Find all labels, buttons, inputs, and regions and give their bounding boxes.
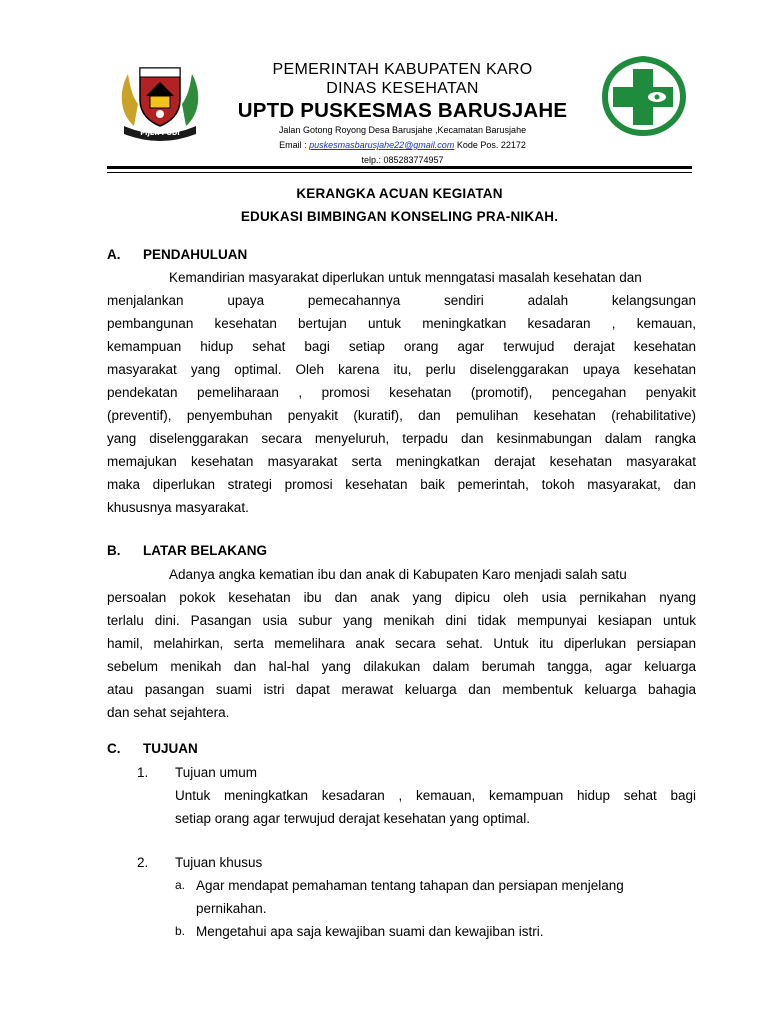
item-number: 1. — [137, 765, 149, 780]
karo-regency-emblem-icon — [116, 56, 204, 142]
section-a-line: kemampuan hidup sehat bagi setiap orang agar terwujud derajat kesehatan — [107, 339, 696, 354]
section-a-line: menjalankan upaya pemecahannya sendiri adalah kelangsungan — [107, 293, 696, 308]
section-a-paragraph — [107, 266, 696, 519]
section-c-heading — [107, 741, 198, 756]
document-title-line1: KERANGKA ACUAN KEGIATAN — [296, 186, 503, 201]
section-a-number: A. — [107, 247, 121, 262]
section-a-line: pembangunan kesehatan bertujan untuk meningkatkan kesadaran , kemauan, — [107, 316, 696, 331]
list-item-tujuan-khusus — [137, 851, 437, 874]
document-title-line2: EDUKASI BIMBINGAN KONSELING PRA-NIKAH. — [240, 209, 559, 224]
section-a-line: maka diperlukan strategi promosi kesehatan baik pemerintah, tokoh masyarakat, dan — [107, 477, 696, 492]
section-b-line: atau pasangan suami istri dapat merawat keluarga dan membentuk keluarga bahagia — [107, 682, 696, 697]
section-a-line: masyarakat yang optimal. Oleh karena itu, perlu diselenggarakan upaya kesehatan — [107, 362, 696, 377]
letterhead-divider-thin — [107, 172, 692, 173]
email-label: Email : — [279, 140, 310, 150]
item-text-line: pernikahan. — [196, 901, 267, 916]
section-b-line: terlalu dini. Pasangan usia subur yang menikah dini tidak mempunyai kesiapan untuk — [107, 613, 696, 628]
section-b-heading — [107, 543, 267, 558]
item-number: 2. — [137, 855, 149, 870]
section-a-line: Kemandirian masyarakat diperlukan untuk menngatasi masalah kesehatan dan — [169, 270, 642, 285]
tujuan-umum-paragraph — [175, 784, 696, 830]
section-c-number: C. — [107, 741, 121, 756]
emblem-motto: PIJER PODI — [140, 129, 180, 137]
section-a-line: (preventif), penyembuhan penyakit (kuratif), dan pemulihan kesehatan (rehabilitative) — [107, 408, 696, 423]
section-b-title: LATAR BELAKANG — [143, 543, 267, 558]
section-c-title: TUJUAN — [143, 741, 198, 756]
list-item-tujuan-umum — [137, 761, 437, 784]
item-label: Tujuan umum — [175, 765, 258, 780]
tujuan-umum-line: setiap orang agar terwujud derajat kesehatan yang optimal. — [175, 811, 530, 826]
tujuan-khusus-item-b — [175, 920, 675, 943]
item-label: Tujuan khusus — [175, 855, 263, 870]
section-b-line: persoalan pokok kesehatan ibu dan anak yang dipicu oleh usia pernikahan nyang — [107, 590, 696, 605]
tujuan-umum-line: Untuk meningkatkan kesadaran , kemauan, kemampuan hidup sehat bagi — [175, 788, 696, 803]
item-text-line: Mengetahui apa saja kewajiban suami dan kewajiban istri. — [196, 924, 544, 939]
puskesmas-logo-icon — [597, 53, 690, 137]
section-a-line: khususnya masyarakat. — [107, 500, 249, 515]
section-a-line: pendekatan pemeliharaan , promosi kesehatan (promotif), pencegahan penyakit — [107, 385, 696, 400]
section-b-line: Adanya angka kematian ibu dan anak di Kabupaten Karo menjadi salah satu — [169, 567, 627, 582]
phone-line: telp.: 085283774957 — [361, 155, 444, 165]
letterhead — [0, 0, 768, 175]
section-a-title: PENDAHULUAN — [143, 247, 248, 262]
department-name: DINAS KESEHATAN — [326, 80, 479, 97]
section-a-heading — [107, 247, 247, 262]
section-b-paragraph — [107, 563, 696, 724]
address-line: Jalan Gotong Royong Desa Barusjahe ,Kecamatan Barusjahe — [278, 125, 527, 135]
item-letter: b. — [175, 924, 186, 938]
contact-line — [220, 138, 585, 153]
section-b-line: dan sehat sejahtera. — [107, 705, 230, 720]
section-b-line: sebelum menikah dan hal-hal yang dilakukan dalam berumah tangga, agar keluarga — [107, 659, 696, 674]
letterhead-divider-thick — [107, 166, 692, 169]
item-letter: a. — [175, 878, 186, 892]
section-b-number: B. — [107, 543, 121, 558]
section-a-line: yang diselenggarakan secara menyeluruh, terpadu dan kesinmabungan dalam rangka — [107, 431, 696, 446]
section-b-line: hamil, melahirkan, serta memelihara anak secara sehat. Untuk itu diperlukan persiapan — [107, 636, 696, 651]
postcode: Kode Pos. 22172 — [454, 140, 526, 150]
item-text-line: Agar mendapat pemahaman tentang tahapan dan persiapan menjelang — [196, 878, 624, 893]
tujuan-khusus-item-a — [175, 874, 675, 920]
institution-title: UPTD PUSKESMAS BARUSJAHE — [237, 99, 568, 122]
government-name: PEMERINTAH KABUPATEN KARO — [272, 61, 533, 78]
section-a-line: memajukan kesehatan masyarakat serta meningkatkan derajat kesehatan masyarakat — [107, 454, 696, 469]
email-link[interactable]: puskesmasbarusjahe22@gmail.com — [309, 140, 455, 150]
